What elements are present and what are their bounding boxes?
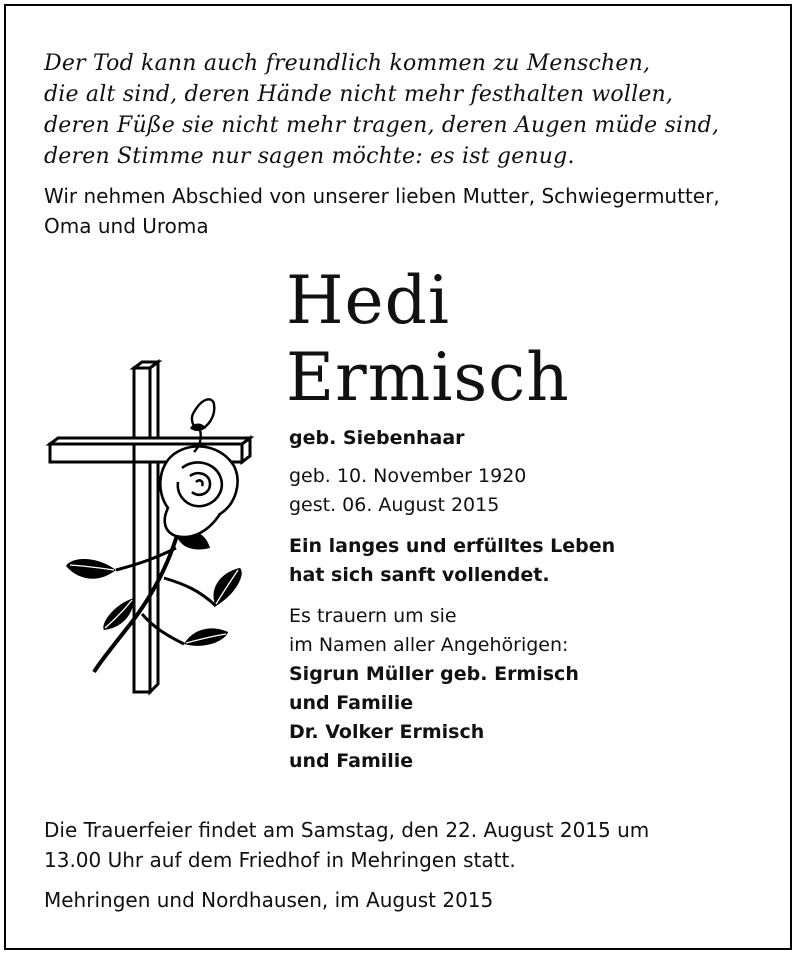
intro-line: Oma und Uroma xyxy=(44,214,209,238)
mourners-intro: im Namen aller Angehörigen: xyxy=(289,634,569,656)
farewell-intro xyxy=(44,181,764,241)
funeral-info xyxy=(44,815,764,915)
poem-line: die alt sind, deren Hände nicht mehr festhalten wollen, xyxy=(44,82,674,107)
first-name: Hedi xyxy=(286,262,450,339)
mourner-name: und Familie xyxy=(289,750,414,772)
tribute-line: Ein langes und erfülltes Leben xyxy=(289,535,616,557)
cross-with-rose-icon xyxy=(44,358,254,698)
details-block xyxy=(289,424,769,776)
mourner-name: Sigrun Müller geb. Ermisch xyxy=(289,663,579,685)
death-date: gest. 06. August 2015 xyxy=(289,494,500,516)
mourner-name: Dr. Volker Ermisch xyxy=(289,721,485,743)
funeral-line: Die Trauerfeier findet am Samstag, den 22. August 2015 um xyxy=(44,818,650,842)
poem xyxy=(44,48,764,172)
funeral-line: 13.00 Uhr auf dem Friedhof in Mehringen statt. xyxy=(44,848,516,872)
birth-date: geb. 10. November 1920 xyxy=(289,465,527,487)
tribute-line: hat sich sanft vollendet. xyxy=(289,564,550,586)
last-name: Ermisch xyxy=(286,339,570,416)
intro-line: Wir nehmen Abschied von unserer lieben Mutter, Schwiegermutter, xyxy=(44,184,720,208)
poem-line: Der Tod kann auch freundlich kommen zu Menschen, xyxy=(44,51,651,76)
mourner-name: und Familie xyxy=(289,692,414,714)
place-date: Mehringen und Nordhausen, im August 2015 xyxy=(44,888,494,912)
poem-line: deren Füße sie nicht mehr tragen, deren Augen müde sind, xyxy=(44,113,720,138)
poem-line: deren Stimme nur sagen möchte: es ist genug. xyxy=(44,144,575,169)
maiden-name: geb. Siebenhaar xyxy=(289,427,465,449)
mourners-intro: Es trauern um sie xyxy=(289,605,457,627)
